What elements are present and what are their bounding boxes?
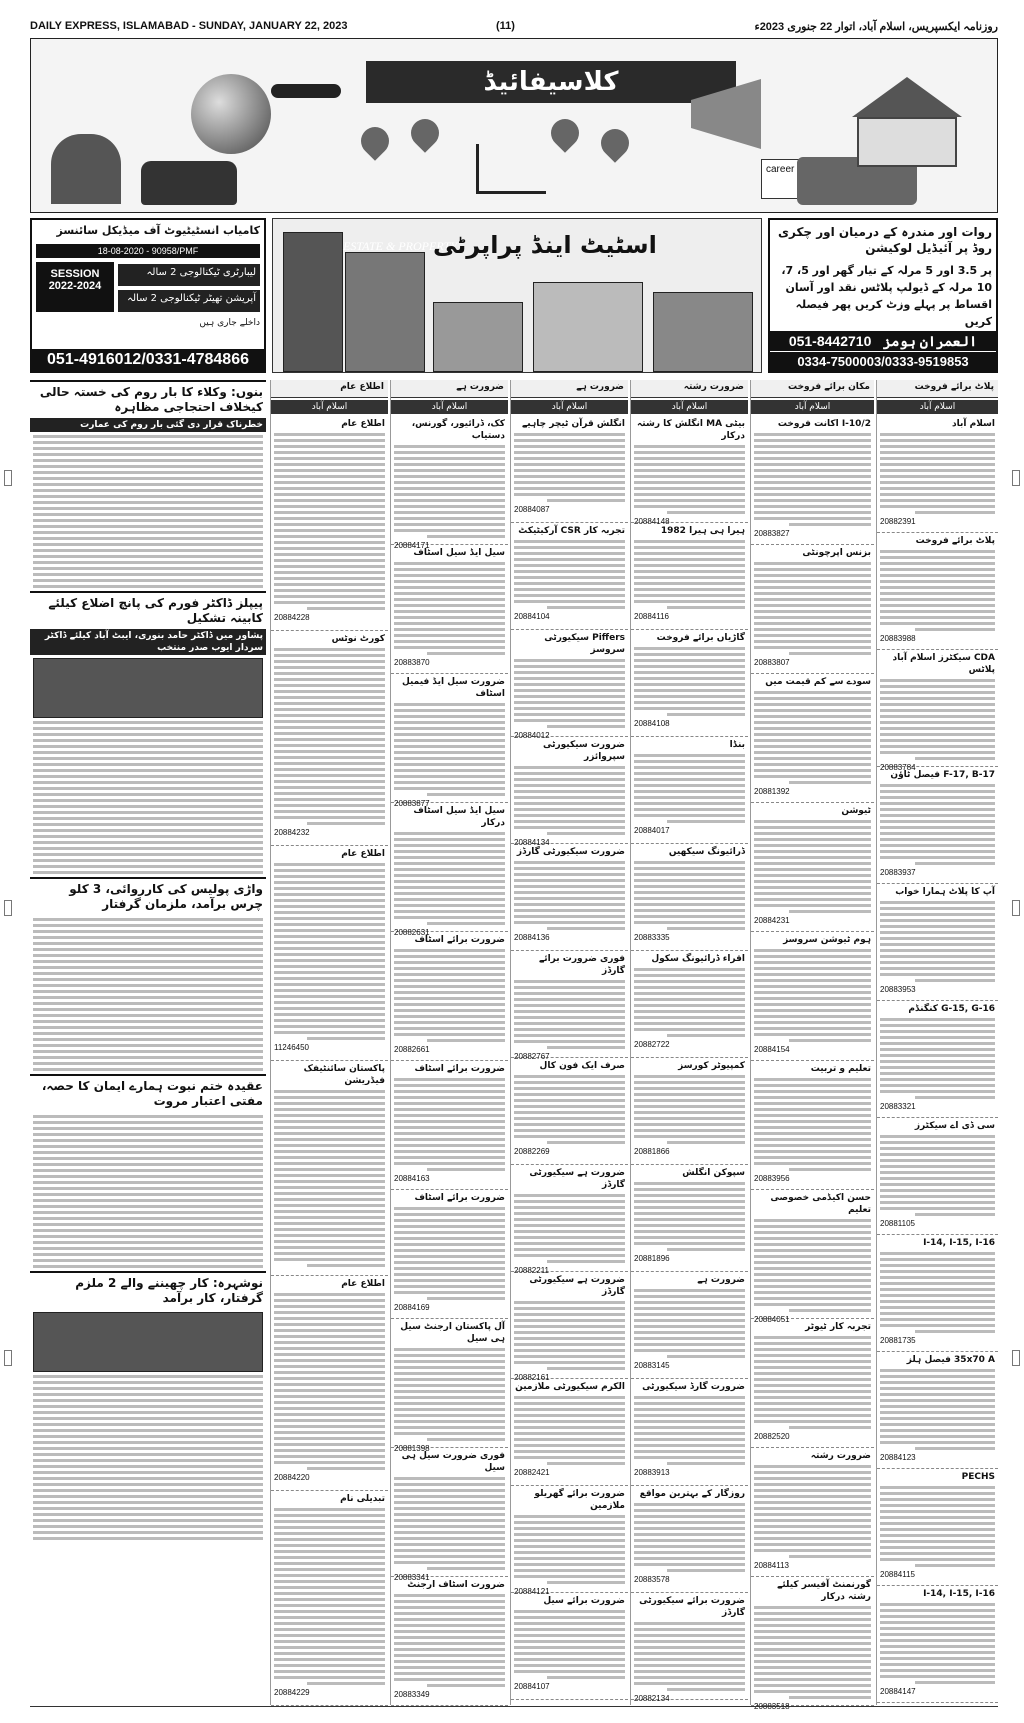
page-bottom-rule bbox=[30, 1706, 998, 1707]
ad-heading: ہیرا ہی ہیرا 1982 bbox=[660, 526, 745, 536]
ad-reference-number: 20883145 bbox=[634, 1361, 670, 1370]
classified-ad bbox=[271, 1061, 388, 1276]
ad-reference-number: 20881735 bbox=[880, 1336, 916, 1345]
news-body-text bbox=[30, 918, 266, 1071]
classified-ad bbox=[511, 1486, 628, 1596]
ad-heading: اقراء ڈرائیونگ سکول bbox=[651, 954, 745, 964]
location-pin-icon bbox=[551, 119, 579, 157]
ad-reference-number: 20884104 bbox=[514, 612, 550, 621]
ad-heading: آل پاکستان ارجنٹ سیل ہی سیل bbox=[400, 1322, 505, 1344]
ad-heading: PECHS bbox=[961, 1472, 995, 1482]
classified-ad bbox=[751, 1190, 874, 1324]
ad-reference-number: 11246450 bbox=[274, 1043, 309, 1052]
phone-number: 051-8442710 bbox=[788, 333, 872, 349]
course-block: آپریشن تھیٹر ٹیکنالوجی 2 سالہ bbox=[118, 290, 260, 312]
ad-heading: اطلاع عام bbox=[341, 419, 385, 429]
classified-ad bbox=[511, 1379, 628, 1486]
ad-heading: اطلاع عام bbox=[341, 849, 385, 859]
ad-reference-number: 20883784 bbox=[880, 763, 916, 772]
ad-heading: فوری ضرورت برائے گارڈز bbox=[538, 954, 625, 976]
classified-ad bbox=[631, 1165, 748, 1272]
classified-ad bbox=[511, 1593, 628, 1700]
ad-reference-number: 20883349 bbox=[394, 1690, 430, 1699]
ad-heading: 35x70 A فیصل ہلز bbox=[906, 1355, 995, 1365]
ad-reference-number: 20884134 bbox=[514, 838, 550, 847]
estate-tag: ESTATE & PROPERTY bbox=[343, 239, 457, 253]
ad-heading: بزنس اپرچونٹی bbox=[802, 548, 871, 558]
ad-reference-number: 20884147 bbox=[880, 1687, 916, 1696]
classified-ad bbox=[877, 1469, 998, 1586]
ad-heading: I-14, I-15, I-16 bbox=[923, 1589, 995, 1599]
ad-reference-number: 20881896 bbox=[634, 1254, 670, 1263]
ad-reference-number: 20884017 bbox=[634, 826, 670, 835]
classified-ad bbox=[631, 1058, 748, 1165]
ad-reference-number: 20883335 bbox=[634, 933, 670, 942]
classified-ad bbox=[631, 844, 748, 951]
ad-al-imran-homes bbox=[768, 218, 998, 373]
ad-heading: سپوکن انگلش bbox=[682, 1168, 745, 1178]
ad-reference-number: 20882391 bbox=[880, 517, 916, 526]
ad-reference-number: 20884232 bbox=[274, 828, 310, 837]
ad-heading: صرف ایک فون کال bbox=[539, 1061, 625, 1071]
ad-heading: تجربہ کار ٹیوٹر bbox=[805, 1322, 871, 1332]
ad-heading: اسلام آباد bbox=[952, 419, 995, 429]
classified-ad bbox=[631, 1379, 748, 1486]
brand-name: العمران ہومز bbox=[883, 333, 978, 349]
ad-reference-number: 20884148 bbox=[634, 517, 670, 526]
column-heading: ضرورت رشتہ bbox=[631, 380, 748, 398]
classified-ad bbox=[751, 803, 874, 932]
ad-reference-number: 20883870 bbox=[394, 658, 430, 667]
building-image bbox=[345, 252, 425, 372]
ad-heading: ضرورت سیکیورٹی گارڈز bbox=[516, 847, 625, 857]
classified-ad bbox=[877, 884, 998, 1001]
classified-ad bbox=[391, 674, 508, 808]
ad-heading: ضرورت سیل ایڈ فیمیل اسٹاف bbox=[401, 677, 505, 699]
classified-ad bbox=[391, 1577, 508, 1706]
classified-ad bbox=[877, 1586, 998, 1703]
column-heading: پلاٹ برائے فروخت bbox=[877, 380, 998, 398]
ad-reference-number: 20882211 bbox=[514, 1266, 549, 1275]
ad-reference-number: 20881866 bbox=[634, 1147, 670, 1156]
ad-reference-number: 20883956 bbox=[754, 1174, 790, 1183]
classified-ad bbox=[391, 1190, 508, 1319]
city-bar: اسلام آباد bbox=[511, 400, 628, 414]
classified-ad bbox=[751, 1061, 874, 1190]
ad-heading: کمپیوٹر کورسز bbox=[678, 1061, 745, 1071]
news-headline: واڑی پولیس کی کارروائی، 3 کلو چرس برآمد، ملزمان گرفتار bbox=[30, 877, 266, 915]
ad-heading: CDA سیکٹرز اسلام آباد پلاٹس bbox=[892, 653, 995, 675]
classified-banner bbox=[30, 38, 998, 213]
ad-heading: ضرورت رشتہ bbox=[810, 1451, 871, 1461]
classified-ad bbox=[391, 545, 508, 674]
classified-ad bbox=[631, 1272, 748, 1379]
ad-reference-number: 20884169 bbox=[394, 1303, 430, 1312]
classified-ad bbox=[391, 1061, 508, 1190]
ad-reference-number: 20883913 bbox=[634, 1468, 670, 1477]
ad-reference-number: 20884087 bbox=[514, 505, 550, 514]
ad-heading: کورٹ نوٹس bbox=[331, 634, 385, 644]
classified-ad bbox=[511, 844, 628, 951]
ad-heading: ضرورت برائے سیکیورٹی گارڈز bbox=[639, 1596, 745, 1618]
ad-heading: ضرورت برائے اسٹاف bbox=[414, 935, 505, 945]
classified-ad bbox=[511, 1165, 628, 1275]
news-subheadline: خطرناک قرار دی گئی بار روم کی عمارت bbox=[30, 418, 266, 432]
registration-mark bbox=[1012, 900, 1020, 916]
ad-heading: ڈرائیونگ سیکھیں bbox=[668, 847, 745, 857]
ad-reference-number: 20884108 bbox=[634, 719, 670, 728]
ad-heading: ضرورت سیکیورٹی سپروائزر bbox=[543, 740, 625, 762]
column-heading: اطلاع عام bbox=[271, 380, 388, 398]
bus-image bbox=[141, 161, 237, 205]
ad-reference-number: 20882661 bbox=[394, 1045, 430, 1054]
ad-reference-number: 20881105 bbox=[880, 1219, 915, 1228]
airplane-icon bbox=[271, 84, 341, 98]
ad-reference-number: 20883827 bbox=[754, 529, 790, 538]
newspaper-page bbox=[30, 18, 998, 1708]
classified-ad bbox=[271, 416, 388, 631]
ad-reference-number: 20881392 bbox=[754, 787, 790, 796]
banner-title: کلاسیفائیڈ bbox=[366, 61, 736, 103]
registration-mark bbox=[4, 1350, 12, 1366]
ad-heading: گورنمنٹ آفیسر کیلئے رشتہ درکار bbox=[777, 1580, 871, 1602]
classified-ad bbox=[271, 1276, 388, 1491]
header-left: DAILY EXPRESS, ISLAMABAD - SUNDAY, JANUARY 22, 2023 bbox=[30, 20, 348, 32]
ad-heading: ضرورت ہے سیکیورٹی گارڈز bbox=[529, 1168, 625, 1190]
ad-reference-number: 20884115 bbox=[880, 1570, 915, 1579]
ad-reference-number: 20881398 bbox=[394, 1444, 430, 1453]
ad-heading: ضرورت گارڈ سیکیورٹی bbox=[642, 1382, 745, 1392]
ad-heading: ضرورت برائے سیل bbox=[543, 1596, 625, 1606]
news-headline: عقیدہ ختم نبوت ہمارے ایمان کا حصہ، مفتی اعتبار مروت bbox=[30, 1074, 266, 1112]
ad-heading: گاڑیاں برائے فروخت bbox=[656, 633, 745, 643]
ad-heading: انگلش قرآن ٹیچر چاہیے bbox=[522, 419, 625, 429]
building-image bbox=[283, 232, 343, 372]
ad-heading: بیٹی MA انگلش کا رشتہ درکار bbox=[637, 419, 745, 441]
ad-reference-number: 20883578 bbox=[634, 1575, 670, 1584]
classified-ad bbox=[391, 1319, 508, 1453]
news-body-text bbox=[30, 435, 266, 588]
news-headline: پیپلز ڈاکٹر فورم کی پانچ اضلاع کیلئے کابینہ تشکیل bbox=[30, 591, 266, 629]
classified-ad bbox=[511, 1272, 628, 1382]
classified-ad bbox=[391, 416, 508, 550]
column-heading: مکان برائے فروخت bbox=[751, 380, 874, 398]
city-bar: اسلام آباد bbox=[877, 400, 998, 414]
ad-heading: اطلاع عام bbox=[341, 1279, 385, 1289]
classified-ad bbox=[631, 630, 748, 737]
handshake-image bbox=[51, 134, 121, 204]
ad-reference-number: 20882421 bbox=[514, 1468, 550, 1477]
news-photo bbox=[33, 1312, 263, 1372]
classified-ad bbox=[751, 545, 874, 674]
ad-heading: الکرم سیکیورٹی ملازمین bbox=[515, 1382, 625, 1392]
ad-reference-number: 20884051 bbox=[754, 1315, 790, 1324]
ad-reference-number: 20883321 bbox=[880, 1102, 916, 1111]
ad-heading: پاکستان سائنٹیفک فیڈریشن bbox=[303, 1064, 385, 1086]
classified-ad bbox=[751, 932, 874, 1061]
ad-heading: فوری ضرورت سیل ہی سیل bbox=[401, 1451, 505, 1473]
classified-ad bbox=[511, 737, 628, 847]
ad-heading: روزگار کے بہترین مواقع bbox=[639, 1489, 745, 1499]
classified-column bbox=[390, 380, 508, 1705]
classified-ad bbox=[631, 523, 748, 630]
classified-ad bbox=[877, 1352, 998, 1469]
ad-heading: سودے سے کم قیمت میں bbox=[765, 677, 871, 687]
news-column bbox=[30, 380, 266, 1705]
location-pin-icon bbox=[411, 119, 439, 157]
ad-reference-number: 20884171 bbox=[394, 541, 430, 550]
ad-reference-number: 20882767 bbox=[514, 1052, 550, 1061]
ad-reference-number: 20883877 bbox=[394, 799, 430, 808]
ad-heading: ضرورت اسٹاف ارجنٹ bbox=[407, 1580, 505, 1590]
classified-ad bbox=[751, 1448, 874, 1577]
classified-ad bbox=[877, 533, 998, 650]
ad-heading: Piffers سیکیورٹی سروسز bbox=[544, 633, 625, 655]
classified-column bbox=[630, 380, 748, 1705]
news-headline: نوشہرہ: کار چھیننے والے 2 ملزم گرفتار، کار برآمد bbox=[30, 1271, 266, 1309]
ad-reference-number: 20884012 bbox=[514, 731, 550, 740]
ad-reference-number: 20884121 bbox=[514, 1587, 550, 1596]
ad-heading: ضرورت برائے گھریلو ملازمین bbox=[534, 1489, 625, 1511]
ad-heading: ضرورت برائے اسٹاف bbox=[414, 1064, 505, 1074]
ad-reference-number: 20882269 bbox=[514, 1147, 550, 1156]
news-body-text bbox=[30, 1375, 266, 1540]
ad-reference-number: 20884231 bbox=[754, 916, 790, 925]
ad-heading: کک، ڈرائیور، گورنس، دستیاب bbox=[411, 419, 505, 441]
location-pin-icon bbox=[361, 127, 389, 165]
admission-note: داخلے جاری ہیں bbox=[199, 318, 260, 328]
ad-heading: سیل ایڈ سیل اسٹاف bbox=[413, 548, 505, 558]
house-image bbox=[433, 302, 523, 372]
course-block: لیبارٹری ٹیکنالوجی 2 سالہ bbox=[118, 264, 260, 286]
classified-ad bbox=[751, 1319, 874, 1448]
city-bar: اسلام آباد bbox=[271, 400, 388, 414]
ad-reference-number: 20884136 bbox=[514, 933, 550, 942]
house-icon bbox=[857, 77, 957, 167]
ad-reference-number: 20883341 bbox=[394, 1573, 430, 1582]
ad-title: روات اور مندرہ کے درمیان اور چکری روڈ پر آئیڈیل لوکیشن bbox=[777, 225, 992, 255]
classified-ad bbox=[391, 1448, 508, 1582]
ad-heading: تبدیلی نام bbox=[340, 1494, 385, 1504]
column-heading: ضرورت ہے bbox=[511, 380, 628, 398]
careers-sign: career bbox=[761, 159, 831, 199]
classified-column bbox=[750, 380, 874, 1705]
classified-ad bbox=[877, 416, 998, 533]
classified-ad bbox=[511, 416, 628, 523]
registration-mark bbox=[1012, 470, 1020, 486]
ad-title: کامیاب انسٹیٹیوٹ آف میڈیکل سائنسز bbox=[56, 224, 260, 237]
ad-heading: I-10/2 اکانت فروخت bbox=[777, 419, 871, 429]
classified-ad bbox=[631, 1486, 748, 1593]
page-header bbox=[30, 18, 998, 34]
ad-heading: ضرورت ہے bbox=[697, 1275, 745, 1285]
city-bar: اسلام آباد bbox=[751, 400, 874, 414]
registration-mark bbox=[4, 470, 12, 486]
news-photo bbox=[33, 658, 263, 718]
classified-column bbox=[270, 380, 388, 1705]
ad-reference-number: 20884113 bbox=[754, 1561, 789, 1570]
classified-ad bbox=[877, 1235, 998, 1352]
ad-phone-mobile: 0334-7500003/0333-9519853 bbox=[770, 351, 996, 371]
classified-ad bbox=[511, 951, 628, 1061]
location-pin-icon bbox=[601, 129, 629, 167]
ad-reference-number: 20884123 bbox=[880, 1453, 916, 1462]
classified-ad bbox=[271, 846, 388, 1061]
ad-reference-number: 20884228 bbox=[274, 613, 310, 622]
ad-reference-number: 20882161 bbox=[514, 1373, 550, 1382]
classified-ad bbox=[877, 767, 998, 884]
ad-heading: بنڈا bbox=[729, 740, 745, 750]
ad-heading: G-15, G-16 کنگنڈم bbox=[908, 1004, 995, 1014]
classified-ad bbox=[877, 650, 998, 772]
ad-heading: F-17, B-17 فیصل ٹاؤن bbox=[890, 770, 995, 780]
classified-ad bbox=[391, 803, 508, 937]
classified-ad bbox=[271, 1491, 388, 1706]
ad-heading: سیل ایڈ سیل اسٹاف درکار bbox=[413, 806, 505, 828]
session-badge: SESSION 2022-2024 bbox=[36, 262, 114, 312]
classified-columns bbox=[30, 380, 998, 1705]
ad-phone bbox=[770, 331, 996, 351]
ad-reference-number: 20883988 bbox=[880, 634, 916, 643]
ad-reference-number bbox=[754, 1702, 871, 1712]
registration-mark bbox=[4, 900, 12, 916]
city-bar: اسلام آباد bbox=[391, 400, 508, 414]
classified-ad bbox=[751, 674, 874, 803]
classified-ad bbox=[631, 1593, 748, 1703]
ad-reference-number: 20882134 bbox=[634, 1694, 670, 1703]
classified-ad bbox=[271, 631, 388, 846]
ad-phone: 051-4916012/0331-4784866 bbox=[32, 349, 264, 371]
classified-ad bbox=[631, 737, 748, 844]
ad-reference-number: 20884220 bbox=[274, 1473, 310, 1482]
ad-reference-number: 20882520 bbox=[754, 1432, 790, 1441]
ad-title: اسٹیٹ اینڈ پراپرٹی bbox=[433, 231, 657, 259]
ad-heading: ہوم ٹیوشن سروسز bbox=[783, 935, 871, 945]
page-number: (11) bbox=[496, 20, 515, 32]
news-subheadline: پشاور میں ڈاکٹر حامد بنوری، ایبٹ آباد کیلئے ڈاکٹر سردار ایوب صدر منتخب bbox=[30, 629, 266, 655]
classified-column bbox=[510, 380, 628, 1705]
ad-heading: پلاٹ برائے فروخت bbox=[915, 536, 995, 546]
news-body-text bbox=[30, 1115, 266, 1268]
ad-heading: سی ڈی اے سیکٹرز bbox=[914, 1121, 995, 1131]
house-image bbox=[533, 282, 643, 372]
ad-medical-institute bbox=[30, 218, 266, 373]
ad-reference-number: 20882722 bbox=[634, 1040, 670, 1049]
ad-reference-number: 20884163 bbox=[394, 1174, 430, 1183]
ad-heading: I-14, I-15, I-16 bbox=[923, 1238, 995, 1248]
news-body-text bbox=[30, 721, 266, 874]
ad-reference-number: 20884116 bbox=[634, 612, 669, 621]
ad-heading: ضرورت ہے سیکیورٹی گارڈز bbox=[529, 1275, 625, 1297]
ad-heading: ٹیوشن bbox=[841, 806, 871, 816]
classified-ad bbox=[391, 932, 508, 1061]
ad-reference-number: 20883807 bbox=[754, 658, 790, 667]
classified-ad bbox=[631, 951, 748, 1058]
header-right: روزنامہ ایکسپریس، اسلام آباد، اتوار 22 جنوری 2023ء bbox=[754, 21, 998, 33]
city-bar: اسلام آباد bbox=[631, 400, 748, 414]
ad-reference-number: 20884107 bbox=[514, 1682, 550, 1691]
classified-column bbox=[876, 380, 998, 1705]
ad-reference-number: 20883953 bbox=[880, 985, 916, 994]
column-heading: ضرورت ہے bbox=[391, 380, 508, 398]
classified-ad bbox=[511, 523, 628, 630]
bar-chart-icon bbox=[476, 144, 546, 194]
classified-ad bbox=[511, 630, 628, 740]
house-image bbox=[653, 292, 753, 372]
ad-heading: حسن اکیڈمی خصوصی تعلیم bbox=[770, 1193, 871, 1215]
classified-ad bbox=[751, 1577, 874, 1706]
ad-reference-number: 20883937 bbox=[880, 868, 916, 877]
ad-reference-number: 20884154 bbox=[754, 1045, 790, 1054]
news-headline: بنوں: وکلاء کا بار روم کی خستہ حالی کیخلاف احتجاجی مظاہرہ bbox=[30, 380, 266, 418]
ad-heading: ضرورت برائے اسٹاف bbox=[414, 1193, 505, 1203]
classified-ad bbox=[751, 416, 874, 545]
registration-strip: 18-08-2020 - 90958/PMF bbox=[36, 244, 260, 258]
classified-ad bbox=[511, 1058, 628, 1165]
ad-heading: تعلیم و تربیت bbox=[810, 1064, 871, 1074]
ad-estate-property bbox=[272, 218, 762, 373]
ad-body: پر 3.5 اور 5 مرلہ کے تیار گھر اور 5، 7، 10 مرلہ کے ڈیولپ پلاٹس نقد اور آسان اقساط پر پہلے وزٹ کریں پھر فیصلہ کریں bbox=[781, 264, 992, 328]
globe-icon bbox=[191, 74, 271, 154]
classified-ad bbox=[877, 1001, 998, 1118]
ad-heading: آپ کا پلاٹ ہمارا خواب bbox=[895, 887, 995, 897]
classified-ad bbox=[877, 1118, 998, 1235]
ad-reference-number: 20884229 bbox=[274, 1688, 310, 1697]
ad-heading: تجربہ کار CSR آرکیٹیکٹ bbox=[518, 526, 625, 536]
registration-mark bbox=[1012, 1350, 1020, 1366]
classified-ad bbox=[631, 416, 748, 526]
ad-reference-number: 20882631 bbox=[394, 928, 430, 937]
